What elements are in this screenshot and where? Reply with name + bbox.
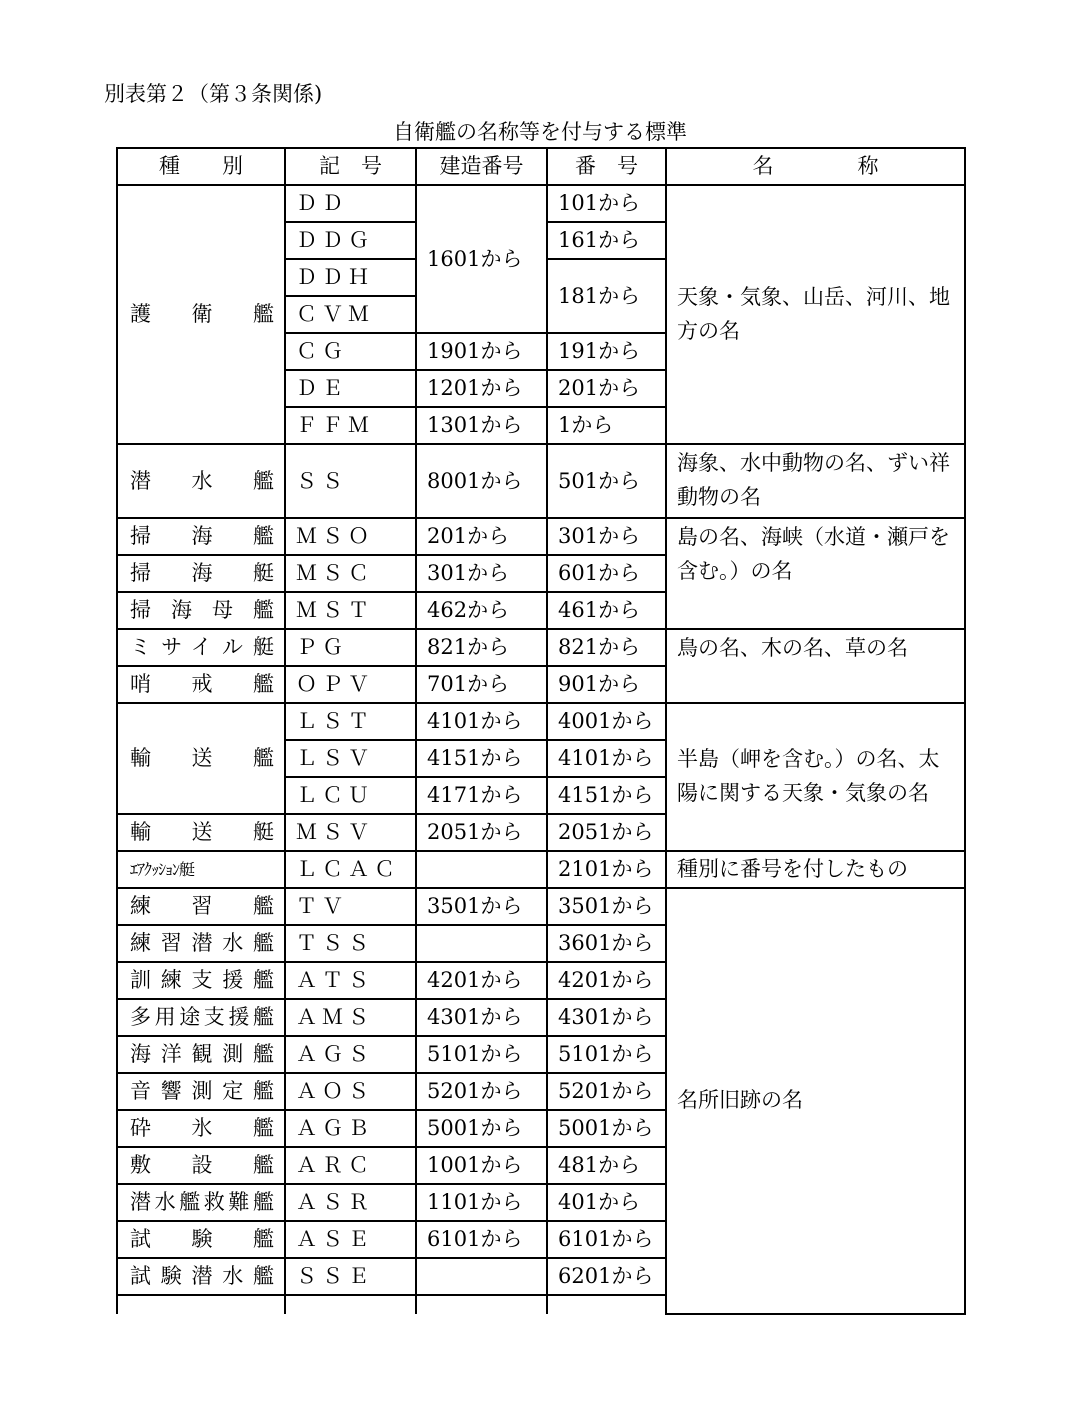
- name-cell: 種別に番号を付したもの: [666, 851, 965, 888]
- number-cell: 821から: [547, 629, 666, 666]
- build-no-cell: 462から: [416, 592, 547, 629]
- table-row: [117, 888, 965, 925]
- build-no-cell: 2051から: [416, 814, 547, 851]
- symbol-cell: ＭＳＣ: [285, 555, 416, 592]
- type-cell: 護 衛 艦: [117, 185, 285, 444]
- symbol-cell: ＬＳＶ: [285, 740, 416, 777]
- appendix-heading: 別表第２（第３条関係): [104, 82, 323, 106]
- type-cell: 練習潜水艦: [117, 925, 285, 962]
- symbol-cell: ＬＣＵ: [285, 777, 416, 814]
- symbol-cell: ＴＶ: [285, 888, 416, 925]
- type-cell: 掃 海 艦: [117, 518, 285, 555]
- build-no-cell: 4101から: [416, 703, 547, 740]
- number-cell: 3501から: [547, 888, 666, 925]
- build-no-cell: 1601から: [416, 185, 547, 333]
- symbol-cell: ＤＤＧ: [285, 222, 416, 259]
- name-cell: 半島（岬を含む。）の名、太陽に関する天象・気象の名: [666, 703, 965, 851]
- name-cell: 名所旧跡の名: [666, 888, 965, 1314]
- symbol-cell: ＭＳＯ: [285, 518, 416, 555]
- number-cell: 1から: [547, 407, 666, 444]
- build-no-cell: 5001から: [416, 1110, 547, 1147]
- type-cell: 潜水艦救難艦: [117, 1184, 285, 1221]
- build-no-cell: [416, 851, 547, 888]
- table-row: [117, 629, 965, 666]
- number-cell: 401から: [547, 1184, 666, 1221]
- build-no-cell: 3501から: [416, 888, 547, 925]
- build-no-cell: 4301から: [416, 999, 547, 1036]
- type-cell: 訓練支援艦: [117, 962, 285, 999]
- table-row: [117, 444, 965, 518]
- symbol-cell: ＬＳＴ: [285, 703, 416, 740]
- type-cell: 輸 送 艦: [117, 703, 285, 814]
- number-cell: 181から: [547, 259, 666, 333]
- build-no-cell: 8001から: [416, 444, 547, 518]
- type-cell: 多用途支援艦: [117, 999, 285, 1036]
- number-cell: 481から: [547, 1147, 666, 1184]
- type-cell: 掃海母艦: [117, 592, 285, 629]
- symbol-cell: ＡＧＳ: [285, 1036, 416, 1073]
- symbol-cell: ＭＳＴ: [285, 592, 416, 629]
- empty-cell: [416, 1295, 547, 1314]
- header-row: [117, 148, 965, 185]
- header-name: 名 称: [666, 148, 965, 185]
- number-cell: 4001から: [547, 703, 666, 740]
- number-cell: 501から: [547, 444, 666, 518]
- build-no-cell: 5101から: [416, 1036, 547, 1073]
- number-cell: 4101から: [547, 740, 666, 777]
- table-row: [117, 851, 965, 888]
- symbol-cell: ＡＧＢ: [285, 1110, 416, 1147]
- symbol-cell: ＡＴＳ: [285, 962, 416, 999]
- symbol-cell: ＡＳＥ: [285, 1221, 416, 1258]
- symbol-cell: ＤＥ: [285, 370, 416, 407]
- table-row: [117, 703, 965, 740]
- header-symbol: 記 号: [285, 148, 416, 185]
- build-no-cell: [416, 925, 547, 962]
- symbol-cell: ＡＲＣ: [285, 1147, 416, 1184]
- symbol-cell: ＤＤ: [285, 185, 416, 222]
- type-cell: 掃 海 艇: [117, 555, 285, 592]
- build-no-cell: 1001から: [416, 1147, 547, 1184]
- number-cell: 2101から: [547, 851, 666, 888]
- number-cell: 461から: [547, 592, 666, 629]
- number-cell: 4151から: [547, 777, 666, 814]
- build-no-cell: 201から: [416, 518, 547, 555]
- empty-cell: [285, 1295, 416, 1314]
- symbol-cell: ＡＳＲ: [285, 1184, 416, 1221]
- symbol-cell: ＯＰＶ: [285, 666, 416, 703]
- number-cell: 901から: [547, 666, 666, 703]
- header-build-no: 建造番号: [416, 148, 547, 185]
- number-cell: 191から: [547, 333, 666, 370]
- build-no-cell: [416, 1258, 547, 1295]
- type-cell: 敷 設 艦: [117, 1147, 285, 1184]
- symbol-cell: ＣＶＭ: [285, 296, 416, 333]
- number-cell: 6201から: [547, 1258, 666, 1295]
- build-no-cell: 4151から: [416, 740, 547, 777]
- build-no-cell: 821から: [416, 629, 547, 666]
- symbol-cell: ＭＳＶ: [285, 814, 416, 851]
- symbol-cell: ＣＧ: [285, 333, 416, 370]
- number-cell: 601から: [547, 555, 666, 592]
- type-cell: 哨 戒 艦: [117, 666, 285, 703]
- symbol-cell: ＤＤＨ: [285, 259, 416, 296]
- type-cell: ミサイル艇: [117, 629, 285, 666]
- type-cell: ｴｱｸｯｼｮﾝ艇: [117, 851, 285, 888]
- name-cell: 天象・気象、山岳、河川、地方の名: [666, 185, 965, 444]
- number-cell: 3601から: [547, 925, 666, 962]
- build-no-cell: 6101から: [416, 1221, 547, 1258]
- name-cell: 島の名、海峡（水道・瀬戸を含む。）の名: [666, 518, 965, 629]
- number-cell: 5001から: [547, 1110, 666, 1147]
- build-no-cell: 701から: [416, 666, 547, 703]
- number-cell: 6101から: [547, 1221, 666, 1258]
- type-cell: 練 習 艦: [117, 888, 285, 925]
- symbol-cell: ＰＧ: [285, 629, 416, 666]
- number-cell: 5101から: [547, 1036, 666, 1073]
- build-no-cell: 1201から: [416, 370, 547, 407]
- build-no-cell: 301から: [416, 555, 547, 592]
- number-cell: 4201から: [547, 962, 666, 999]
- empty-cell: [547, 1295, 666, 1314]
- type-cell: 試験潜水艦: [117, 1258, 285, 1295]
- table-row: [117, 185, 965, 222]
- build-no-cell: 1301から: [416, 407, 547, 444]
- number-cell: 2051から: [547, 814, 666, 851]
- type-cell: 海洋観測艦: [117, 1036, 285, 1073]
- build-no-cell: 5201から: [416, 1073, 547, 1110]
- number-cell: 301から: [547, 518, 666, 555]
- name-cell: 海象、水中動物の名、ずい祥動物の名: [666, 444, 965, 518]
- number-cell: 161から: [547, 222, 666, 259]
- ship-naming-table: [116, 147, 966, 1315]
- table-title: 自衛艦の名称等を付与する標準: [393, 120, 687, 144]
- type-cell: 音響測定艦: [117, 1073, 285, 1110]
- symbol-cell: ＬＣＡＣ: [285, 851, 416, 888]
- build-no-cell: 4201から: [416, 962, 547, 999]
- build-no-cell: 1901から: [416, 333, 547, 370]
- number-cell: 5201から: [547, 1073, 666, 1110]
- symbol-cell: ＡＯＳ: [285, 1073, 416, 1110]
- number-cell: 4301から: [547, 999, 666, 1036]
- number-cell: 101から: [547, 185, 666, 222]
- type-cell: 砕 氷 艦: [117, 1110, 285, 1147]
- build-no-cell: 1101から: [416, 1184, 547, 1221]
- symbol-cell: ＳＳＥ: [285, 1258, 416, 1295]
- number-cell: 201から: [547, 370, 666, 407]
- type-cell: 潜 水 艦: [117, 444, 285, 518]
- type-cell: 試 験 艦: [117, 1221, 285, 1258]
- type-cell: 輸 送 艇: [117, 814, 285, 851]
- table-row: [117, 518, 965, 555]
- header-number: 番 号: [547, 148, 666, 185]
- header-type: 種 別: [117, 148, 285, 185]
- name-cell: 鳥の名、木の名、草の名: [666, 629, 965, 703]
- empty-cell: [117, 1295, 285, 1314]
- symbol-cell: ＦＦＭ: [285, 407, 416, 444]
- symbol-cell: ＡＭＳ: [285, 999, 416, 1036]
- symbol-cell: ＳＳ: [285, 444, 416, 518]
- symbol-cell: ＴＳＳ: [285, 925, 416, 962]
- build-no-cell: 4171から: [416, 777, 547, 814]
